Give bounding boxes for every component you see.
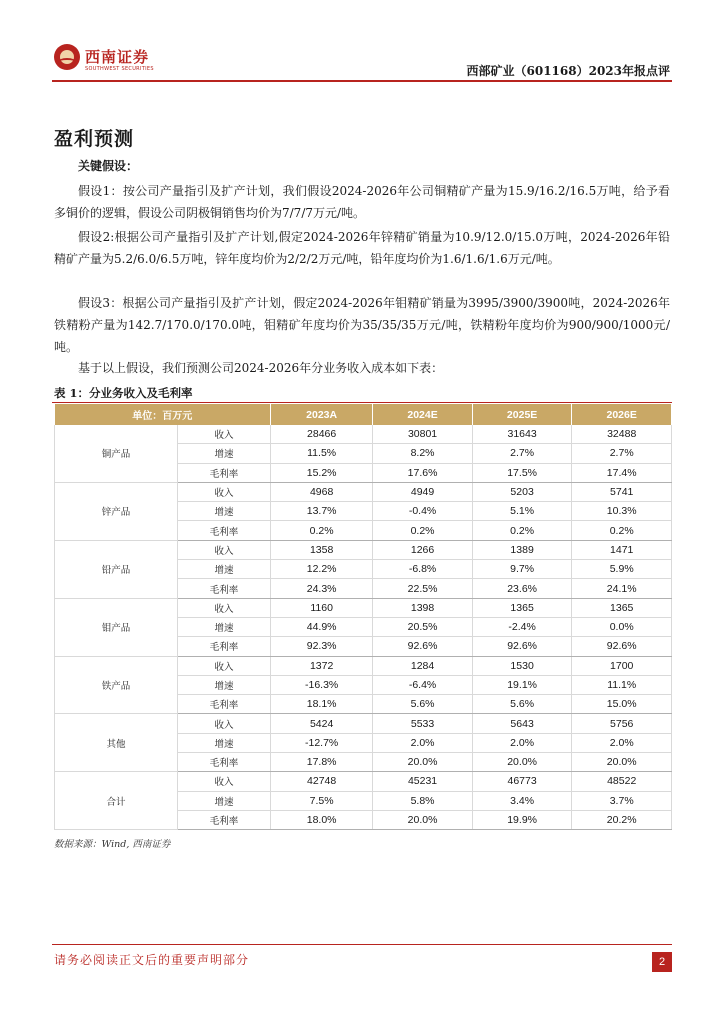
value-cell: 2.0% xyxy=(373,733,473,752)
metric-cell: 毛利率 xyxy=(178,753,271,772)
product-group-cell: 铁产品 xyxy=(55,656,178,714)
metric-cell: 收入 xyxy=(178,425,271,444)
metric-cell: 增速 xyxy=(178,675,271,694)
forecast-intro: 基于以上假设，我们预测公司2024-2026年分业务收入成本如下表： xyxy=(78,361,444,375)
value-cell: 5.9% xyxy=(572,560,672,579)
metric-cell: 毛利率 xyxy=(178,521,271,540)
revenue-margin-table xyxy=(54,404,672,830)
value-cell: 3.4% xyxy=(472,791,572,810)
value-cell: 17.5% xyxy=(472,463,572,482)
value-cell: 13.7% xyxy=(271,502,373,521)
table-row xyxy=(55,540,672,559)
metric-cell: 收入 xyxy=(178,482,271,501)
value-cell: 1530 xyxy=(472,656,572,675)
product-group-cell: 铅产品 xyxy=(55,540,178,598)
value-cell: 5.8% xyxy=(373,791,473,810)
logo-subtitle: SOUTHWEST SECURITIES xyxy=(85,66,154,72)
value-cell: -16.3% xyxy=(271,675,373,694)
metric-cell: 毛利率 xyxy=(178,579,271,598)
value-cell: 42748 xyxy=(271,772,373,791)
value-cell: 48522 xyxy=(572,772,672,791)
value-cell: 0.2% xyxy=(572,521,672,540)
value-cell: 17.8% xyxy=(271,753,373,772)
value-cell: -6.8% xyxy=(373,560,473,579)
product-group-cell: 锌产品 xyxy=(55,482,178,540)
value-cell: 30801 xyxy=(373,425,473,444)
assumptions-title: 关键假设： xyxy=(78,159,139,173)
value-cell: 28466 xyxy=(271,425,373,444)
value-cell: 1365 xyxy=(572,598,672,617)
value-cell: 2.7% xyxy=(572,444,672,463)
header-divider xyxy=(52,80,672,82)
value-cell: 0.2% xyxy=(271,521,373,540)
value-cell: -6.4% xyxy=(373,675,473,694)
year-header: 2023A xyxy=(271,404,373,425)
metric-cell: 增速 xyxy=(178,733,271,752)
value-cell: 8.2% xyxy=(373,444,473,463)
table-row xyxy=(55,656,672,675)
value-cell: 15.2% xyxy=(271,463,373,482)
assumption-paragraph-2: 假设2:根据公司产量指引及扩产计划,假定2024-2026年锌精矿销量为10.9/12.0/15.0万吨，2024-2026年铅精矿产量为5.2/6.0/6.5万吨，锌年度均价为2/2/2万元/吨，铅年度均价为1.6/1.6/1.6万元/吨。 xyxy=(54,230,670,266)
value-cell: 2.7% xyxy=(472,444,572,463)
assumption-paragraph-1: 假设1：按公司产量指引及扩产计划，我们假设2024-2026年公司铜精矿产量为15.9/16.2/16.5万吨，给予看多铜价的逻辑，假设公司阴极铜销售均价为7/7/7万元/吨。 xyxy=(54,184,670,220)
value-cell: 11.5% xyxy=(271,444,373,463)
value-cell: 4968 xyxy=(271,482,373,501)
value-cell: -0.4% xyxy=(373,502,473,521)
footer-disclaimer: 请务必阅读正文后的重要声明部分 xyxy=(54,953,250,967)
value-cell: 1389 xyxy=(472,540,572,559)
value-cell: 18.1% xyxy=(271,695,373,714)
value-cell: 2.0% xyxy=(572,733,672,752)
value-cell: 1398 xyxy=(373,598,473,617)
metric-cell: 增速 xyxy=(178,617,271,636)
value-cell: 31643 xyxy=(472,425,572,444)
metric-cell: 增速 xyxy=(178,502,271,521)
metric-cell: 收入 xyxy=(178,772,271,791)
value-cell: 20.0% xyxy=(572,753,672,772)
value-cell: 18.0% xyxy=(271,810,373,829)
value-cell: 92.6% xyxy=(373,637,473,656)
metric-cell: 增速 xyxy=(178,444,271,463)
report-title: 西部矿业（601168）2023年报点评 xyxy=(466,64,670,78)
value-cell: 5424 xyxy=(271,714,373,733)
value-cell: 20.0% xyxy=(373,753,473,772)
value-cell: 5.6% xyxy=(472,695,572,714)
page-number: 2 xyxy=(652,952,672,972)
year-header: 2024E xyxy=(373,404,473,425)
value-cell: 1266 xyxy=(373,540,473,559)
value-cell: 1365 xyxy=(472,598,572,617)
value-cell: -2.4% xyxy=(472,617,572,636)
value-cell: 0.2% xyxy=(373,521,473,540)
value-cell: 19.1% xyxy=(472,675,572,694)
value-cell: 5643 xyxy=(472,714,572,733)
value-cell: 20.0% xyxy=(373,810,473,829)
table-row xyxy=(55,425,672,444)
table-header-row xyxy=(55,404,672,425)
table-row xyxy=(55,714,672,733)
value-cell: 46773 xyxy=(472,772,572,791)
value-cell: 1471 xyxy=(572,540,672,559)
value-cell: 12.2% xyxy=(271,560,373,579)
value-cell: 1358 xyxy=(271,540,373,559)
metric-cell: 毛利率 xyxy=(178,810,271,829)
product-group-cell: 钼产品 xyxy=(55,598,178,656)
value-cell: 22.5% xyxy=(373,579,473,598)
value-cell: -12.7% xyxy=(271,733,373,752)
value-cell: 24.3% xyxy=(271,579,373,598)
data-source: 数据来源：Wind, 西南证券 xyxy=(54,839,171,850)
value-cell: 1160 xyxy=(271,598,373,617)
value-cell: 1372 xyxy=(271,656,373,675)
value-cell: 20.5% xyxy=(373,617,473,636)
value-cell: 92.6% xyxy=(472,637,572,656)
metric-cell: 增速 xyxy=(178,560,271,579)
value-cell: 0.0% xyxy=(572,617,672,636)
value-cell: 3.7% xyxy=(572,791,672,810)
value-cell: 5.1% xyxy=(472,502,572,521)
product-group-cell: 合计 xyxy=(55,772,178,830)
value-cell: 32488 xyxy=(572,425,672,444)
logo-text: 西南证券 xyxy=(85,48,150,66)
value-cell: 5533 xyxy=(373,714,473,733)
table-row xyxy=(55,598,672,617)
year-header: 2025E xyxy=(472,404,572,425)
metric-cell: 毛利率 xyxy=(178,463,271,482)
value-cell: 17.6% xyxy=(373,463,473,482)
table-row xyxy=(55,772,672,791)
metric-cell: 收入 xyxy=(178,714,271,733)
value-cell: 20.0% xyxy=(472,753,572,772)
value-cell: 17.4% xyxy=(572,463,672,482)
value-cell: 19.9% xyxy=(472,810,572,829)
value-cell: 2.0% xyxy=(472,733,572,752)
footer-divider xyxy=(52,944,672,945)
value-cell: 92.6% xyxy=(572,637,672,656)
caption-divider xyxy=(52,402,672,403)
assumption-paragraph-3: 假设3：根据公司产量指引及扩产计划，假定2024-2026年钼精矿销量为3995/3900/3900吨，2024-2026年铁精粉产量为142.7/170.0/170.0吨，钼精矿年度均价为35/35/35万元/吨，铁精粉年度均价为900/900/1000元/吨。 xyxy=(54,296,670,354)
product-group-cell: 铜产品 xyxy=(55,425,178,482)
metric-cell: 收入 xyxy=(178,540,271,559)
product-group-cell: 其他 xyxy=(55,714,178,772)
value-cell: 15.0% xyxy=(572,695,672,714)
value-cell: 5203 xyxy=(472,482,572,501)
value-cell: 44.9% xyxy=(271,617,373,636)
logo-icon xyxy=(54,44,80,70)
table-caption: 表 1：分业务收入及毛利率 xyxy=(54,386,193,400)
value-cell: 1700 xyxy=(572,656,672,675)
value-cell: 4949 xyxy=(373,482,473,501)
value-cell: 10.3% xyxy=(572,502,672,521)
value-cell: 5.6% xyxy=(373,695,473,714)
value-cell: 7.5% xyxy=(271,791,373,810)
value-cell: 45231 xyxy=(373,772,473,791)
year-header: 2026E xyxy=(572,404,672,425)
metric-cell: 毛利率 xyxy=(178,695,271,714)
metric-cell: 增速 xyxy=(178,791,271,810)
value-cell: 92.3% xyxy=(271,637,373,656)
value-cell: 5741 xyxy=(572,482,672,501)
metric-cell: 毛利率 xyxy=(178,637,271,656)
value-cell: 5756 xyxy=(572,714,672,733)
value-cell: 20.2% xyxy=(572,810,672,829)
table-body xyxy=(55,425,672,830)
value-cell: 23.6% xyxy=(472,579,572,598)
metric-cell: 收入 xyxy=(178,598,271,617)
value-cell: 24.1% xyxy=(572,579,672,598)
table-row xyxy=(55,482,672,501)
value-cell: 9.7% xyxy=(472,560,572,579)
metric-cell: 收入 xyxy=(178,656,271,675)
value-cell: 11.1% xyxy=(572,675,672,694)
value-cell: 0.2% xyxy=(472,521,572,540)
value-cell: 1284 xyxy=(373,656,473,675)
section-title: 盈利预测 xyxy=(54,128,135,150)
unit-header: 单位：百万元 xyxy=(55,404,271,425)
